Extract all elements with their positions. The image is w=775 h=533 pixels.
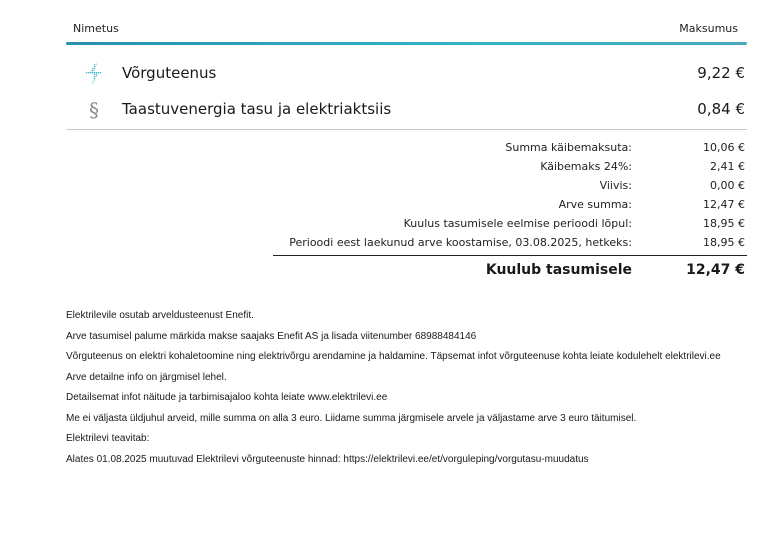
note-line: Arve detailne info on järgmisel lehel. <box>66 371 227 383</box>
summary-label: Käibemaks 24%: <box>540 160 632 173</box>
total-divider <box>273 255 747 256</box>
summary-row-penalty <box>265 179 745 197</box>
section-icon: § <box>89 98 99 122</box>
column-header-cost: Maksumus <box>679 22 738 35</box>
summary-row-previous-due <box>265 217 745 235</box>
note-line: Detailsemat infot näitude ja tarbimisajaloo kohta leiate www.elektrilevi.ee <box>66 392 388 403</box>
note-line: Võrguteenus on elektri kohaletoomine ning elektrivõrgu arendamine ja haldamine. Täpsemat infot võrguteenuse kohta leiate kodulehelt elektrilevi.ee <box>66 351 721 362</box>
summary-label: Perioodi eest laekunud arve koostamise, 03.08.2025, hetkeks: <box>289 236 632 249</box>
summary-label: Summa käibemaksuta: <box>505 141 632 154</box>
note-line: Elektrilevile osutab arveldusteenust Enefit. <box>66 310 254 321</box>
summary-row-vat <box>265 160 745 178</box>
total-due-row <box>265 262 745 284</box>
note-line: Alates 01.08.2025 muutuvad Elektrilevi võrguteenuste hinnad: https://elektrilevi.ee/et/vorguleping/vorgutasu-muudatus <box>66 453 589 465</box>
line-item-name: Taastuvenergia tasu ja elektriaktsiis <box>122 100 392 118</box>
summary-value: 10,06 € <box>703 141 745 154</box>
note-line: Arve tasumisel palume märkida makse saajaks Enefit AS ja lisada viitenumber 68988484146 <box>66 330 477 342</box>
line-item-network-service <box>66 60 747 90</box>
summary-label: Kuulus tasumisele eelmise perioodi lõpul: <box>403 217 632 230</box>
line-item-amount: 9,22 € <box>697 64 745 82</box>
summary-value: 2,41 € <box>710 160 745 173</box>
summary-value: 18,95 € <box>703 236 745 249</box>
invoice-notes <box>66 309 721 473</box>
summary-row-received <box>265 236 745 254</box>
lightning-icon <box>82 62 106 86</box>
line-item-renewable-fee <box>66 96 747 126</box>
line-item-name: Võrguteenus <box>122 64 217 82</box>
summary-row-invoice-sum <box>265 198 745 216</box>
total-value: 12,47 € <box>686 262 745 278</box>
column-header-name: Nimetus <box>73 22 119 35</box>
header-accent-divider <box>66 42 747 45</box>
items-divider <box>66 129 747 130</box>
summary-value: 18,95 € <box>703 217 745 230</box>
note-line: Me ei väljasta üldjuhul arveid, mille summa on alla 3 euro. Liidame summa järgmisele arvele ja väljastame arve 3 euro täitumisel. <box>66 412 637 424</box>
summary-value: 12,47 € <box>703 198 745 211</box>
summary-value: 0,00 € <box>710 179 745 192</box>
line-item-amount: 0,84 € <box>697 100 745 118</box>
summary-label: Viivis: <box>599 179 632 192</box>
summary-row-subtotal <box>265 141 745 159</box>
total-label: Kuulub tasumisele <box>485 262 632 278</box>
summary-label: Arve summa: <box>558 198 632 211</box>
note-line: Elektrilevi teavitab: <box>66 433 150 444</box>
